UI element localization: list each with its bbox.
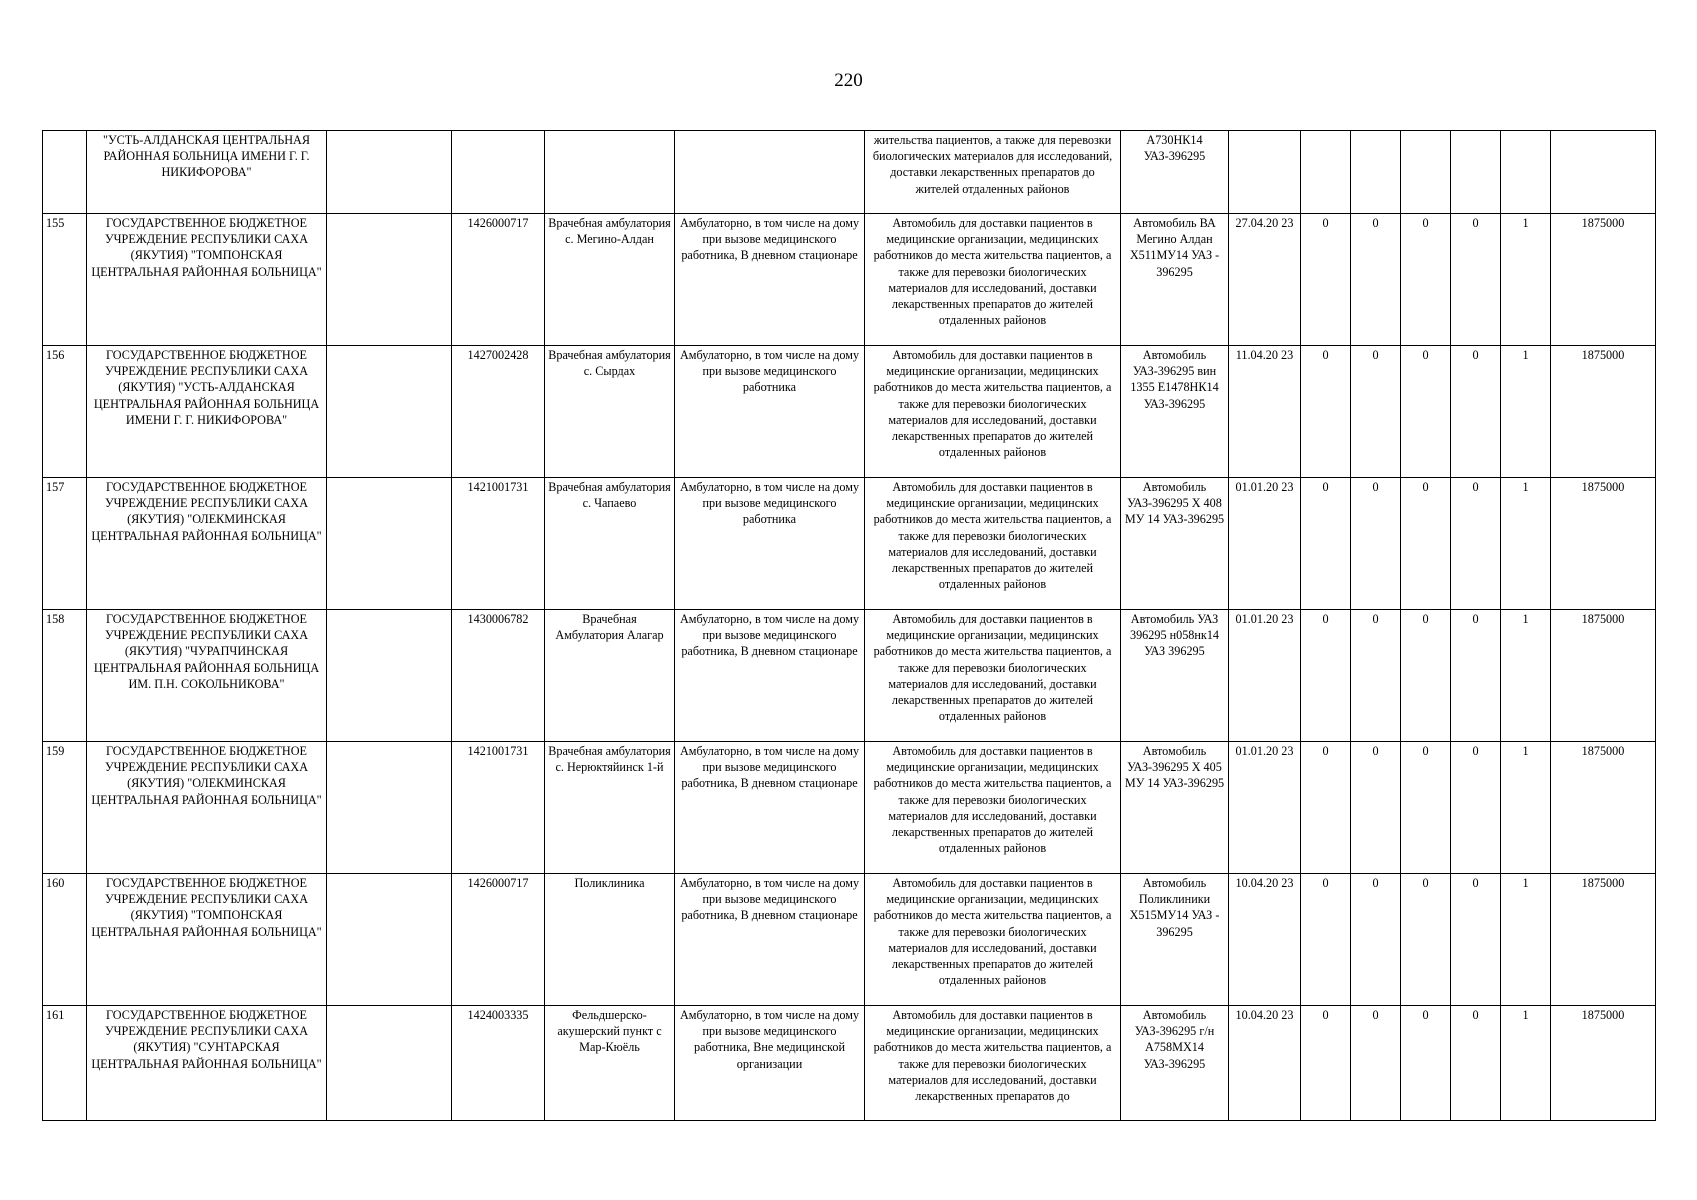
cell-purpose: Автомобиль для доставки пациентов в медицинские организации, медицинских работников до места жительства пациентов, а также для перевозки биологических материалов для исследований, доставки лекарственных препаратов до жителей отдаленных районов — [865, 478, 1121, 610]
cell-purpose: Автомобиль для доставки пациентов в медицинские организации, медицинских работников до места жительства пациентов, а также для перевозки биологических материалов для исследований, доставки лекарственных препаратов до жителей отдаленных районов — [865, 874, 1121, 1006]
table-row — [43, 1006, 1656, 1121]
cell-inn: 1430006782 — [452, 610, 545, 742]
cell-amount: 1875000 — [1551, 214, 1656, 346]
cell-date: 10.04.20 23 — [1229, 1006, 1301, 1121]
cell-date: 27.04.20 23 — [1229, 214, 1301, 346]
cell-inn — [452, 131, 545, 214]
cell-num: 158 — [43, 610, 87, 742]
cell-empty — [327, 874, 452, 1006]
cell-inn: 1426000717 — [452, 214, 545, 346]
cell-unit: Поликлиника — [545, 874, 675, 1006]
cell-amount: 1875000 — [1551, 742, 1656, 874]
cell-v1: 0 — [1301, 610, 1351, 742]
cell-conditions: Амбулаторно, в том числе на дому при вызове медицинского работника — [675, 346, 865, 478]
cell-empty — [327, 214, 452, 346]
cell-inn: 1421001731 — [452, 478, 545, 610]
cell-num: 155 — [43, 214, 87, 346]
cell-num: 159 — [43, 742, 87, 874]
cell-org: ГОСУДАРСТВЕННОЕ БЮДЖЕТНОЕ УЧРЕЖДЕНИЕ РЕСПУБЛИКИ САХА (ЯКУТИЯ) "ТОМПОНСКАЯ ЦЕНТРАЛЬНАЯ РАЙОННАЯ БОЛЬНИЦА" — [87, 214, 327, 346]
cell-conditions: Амбулаторно, в том числе на дому при вызове медицинского работника, В дневном стационаре — [675, 610, 865, 742]
cell-v4: 0 — [1451, 874, 1501, 1006]
cell-num — [43, 131, 87, 214]
cell-conditions: Амбулаторно, в том числе на дому при вызове медицинского работника, В дневном стационаре — [675, 874, 865, 1006]
table-row — [43, 214, 1656, 346]
cell-num: 160 — [43, 874, 87, 1006]
cell-org: ГОСУДАРСТВЕННОЕ БЮДЖЕТНОЕ УЧРЕЖДЕНИЕ РЕСПУБЛИКИ САХА (ЯКУТИЯ) "УСТЬ-АЛДАНСКАЯ ЦЕНТРАЛЬНАЯ РАЙОННАЯ БОЛЬНИЦА ИМЕНИ Г. Г. НИКИФОРОВА" — [87, 346, 327, 478]
cell-empty — [327, 742, 452, 874]
cell-v5 — [1501, 131, 1551, 214]
cell-vehicle: Автомобиль Поликлиники Х515МУ14 УАЗ - 396295 — [1121, 874, 1229, 1006]
cell-vehicle: Автомобиль УАЗ-396295 Х 408 МУ 14 УАЗ-396295 — [1121, 478, 1229, 610]
cell-v4: 0 — [1451, 346, 1501, 478]
cell-vehicle: Автомобиль ВА Мегино Алдан Х511МУ14 УАЗ - 396295 — [1121, 214, 1229, 346]
cell-v5: 1 — [1501, 1006, 1551, 1121]
cell-amount: 1875000 — [1551, 610, 1656, 742]
cell-amount: 1875000 — [1551, 478, 1656, 610]
cell-org: ГОСУДАРСТВЕННОЕ БЮДЖЕТНОЕ УЧРЕЖДЕНИЕ РЕСПУБЛИКИ САХА (ЯКУТИЯ) "ОЛЕКМИНСКАЯ ЦЕНТРАЛЬНАЯ РАЙОННАЯ БОЛЬНИЦА" — [87, 742, 327, 874]
cell-conditions — [675, 131, 865, 214]
cell-date: 01.01.20 23 — [1229, 742, 1301, 874]
cell-v2: 0 — [1351, 1006, 1401, 1121]
cell-v3: 0 — [1401, 214, 1451, 346]
cell-inn: 1424003335 — [452, 1006, 545, 1121]
cell-empty — [327, 346, 452, 478]
cell-purpose: жительства пациентов, а также для перевозки биологических материалов для исследований, доставки лекарственных препаратов до жителей отдаленных районов — [865, 131, 1121, 214]
cell-inn: 1426000717 — [452, 874, 545, 1006]
cell-num: 156 — [43, 346, 87, 478]
cell-vehicle: Автомобиль УАЗ-396295 Х 405 МУ 14 УАЗ-396295 — [1121, 742, 1229, 874]
cell-v3: 0 — [1401, 478, 1451, 610]
cell-v3: 0 — [1401, 1006, 1451, 1121]
cell-v1: 0 — [1301, 478, 1351, 610]
cell-v1: 0 — [1301, 214, 1351, 346]
cell-purpose: Автомобиль для доставки пациентов в медицинские организации, медицинских работников до места жительства пациентов, а также для перевозки биологических материалов для исследований, доставки лекарственных препаратов до жителей отдаленных районов — [865, 346, 1121, 478]
cell-v3: 0 — [1401, 874, 1451, 1006]
cell-unit: Врачебная амбулатория с. Нерюктяйинск 1-й — [545, 742, 675, 874]
cell-amount — [1551, 131, 1656, 214]
table-row-continued — [43, 131, 1656, 214]
cell-v1: 0 — [1301, 874, 1351, 1006]
cell-conditions: Амбулаторно, в том числе на дому при вызове медицинского работника, В дневном стационаре — [675, 742, 865, 874]
cell-amount: 1875000 — [1551, 346, 1656, 478]
table-row — [43, 874, 1656, 1006]
cell-v4: 0 — [1451, 478, 1501, 610]
cell-v2: 0 — [1351, 346, 1401, 478]
cell-date: 01.01.20 23 — [1229, 610, 1301, 742]
cell-v2: 0 — [1351, 214, 1401, 346]
cell-v1: 0 — [1301, 1006, 1351, 1121]
cell-empty — [327, 478, 452, 610]
cell-amount: 1875000 — [1551, 1006, 1656, 1121]
cell-org: ГОСУДАРСТВЕННОЕ БЮДЖЕТНОЕ УЧРЕЖДЕНИЕ РЕСПУБЛИКИ САХА (ЯКУТИЯ) "ТОМПОНСКАЯ ЦЕНТРАЛЬНАЯ РАЙОННАЯ БОЛЬНИЦА" — [87, 874, 327, 1006]
cell-vehicle: А730НК14 УАЗ-396295 — [1121, 131, 1229, 214]
cell-date — [1229, 131, 1301, 214]
cell-conditions: Амбулаторно, в том числе на дому при вызове медицинского работника — [675, 478, 865, 610]
cell-unit: Врачебная амбулатория с. Чапаево — [545, 478, 675, 610]
cell-purpose: Автомобиль для доставки пациентов в медицинские организации, медицинских работников до места жительства пациентов, а также для перевозки биологических материалов для исследований, доставки лекарственных препаратов до жителей отдаленных районов — [865, 742, 1121, 874]
cell-inn: 1427002428 — [452, 346, 545, 478]
cell-empty — [327, 1006, 452, 1121]
table-row — [43, 478, 1656, 610]
cell-v2: 0 — [1351, 874, 1401, 1006]
cell-num: 157 — [43, 478, 87, 610]
cell-unit — [545, 131, 675, 214]
cell-v1: 0 — [1301, 346, 1351, 478]
cell-v4: 0 — [1451, 1006, 1501, 1121]
cell-unit: Врачебная Амбулатория Алагар — [545, 610, 675, 742]
registry-table — [42, 130, 1656, 1121]
table-row — [43, 346, 1656, 478]
cell-unit: Врачебная амбулатория с. Мегино-Алдан — [545, 214, 675, 346]
cell-v4: 0 — [1451, 610, 1501, 742]
cell-date: 10.04.20 23 — [1229, 874, 1301, 1006]
cell-purpose: Автомобиль для доставки пациентов в медицинские организации, медицинских работников до места жительства пациентов, а также для перевозки биологических материалов для исследований, доставки лекарственных препаратов до — [865, 1006, 1121, 1121]
cell-unit: Фельдшерско-акушерский пункт с Мар-Кюёль — [545, 1006, 675, 1121]
cell-conditions: Амбулаторно, в том числе на дому при вызове медицинского работника, Вне медицинской организации — [675, 1006, 865, 1121]
cell-empty — [327, 131, 452, 214]
cell-date: 11.04.20 23 — [1229, 346, 1301, 478]
cell-org: ГОСУДАРСТВЕННОЕ БЮДЖЕТНОЕ УЧРЕЖДЕНИЕ РЕСПУБЛИКИ САХА (ЯКУТИЯ) "ЧУРАПЧИНСКАЯ ЦЕНТРАЛЬНАЯ РАЙОННАЯ БОЛЬНИЦА ИМ. П.Н. СОКОЛЬНИКОВА" — [87, 610, 327, 742]
cell-v2: 0 — [1351, 478, 1401, 610]
cell-amount: 1875000 — [1551, 874, 1656, 1006]
cell-empty — [327, 610, 452, 742]
cell-num: 161 — [43, 1006, 87, 1121]
cell-v5: 1 — [1501, 874, 1551, 1006]
cell-org: "УСТЬ-АЛДАНСКАЯ ЦЕНТРАЛЬНАЯ РАЙОННАЯ БОЛЬНИЦА ИМЕНИ Г. Г. НИКИФОРОВА" — [87, 131, 327, 214]
cell-conditions: Амбулаторно, в том числе на дому при вызове медицинского работника, В дневном стационаре — [675, 214, 865, 346]
cell-v3: 0 — [1401, 742, 1451, 874]
cell-vehicle: Автомобиль УАЗ-396295 вин 1355 Е1478НК14 УАЗ-396295 — [1121, 346, 1229, 478]
cell-v2: 0 — [1351, 742, 1401, 874]
cell-unit: Врачебная амбулатория с. Сырдах — [545, 346, 675, 478]
cell-org: ГОСУДАРСТВЕННОЕ БЮДЖЕТНОЕ УЧРЕЖДЕНИЕ РЕСПУБЛИКИ САХА (ЯКУТИЯ) "ОЛЕКМИНСКАЯ ЦЕНТРАЛЬНАЯ РАЙОННАЯ БОЛЬНИЦА" — [87, 478, 327, 610]
cell-v2 — [1351, 131, 1401, 214]
table-row — [43, 610, 1656, 742]
cell-v1: 0 — [1301, 742, 1351, 874]
cell-v5: 1 — [1501, 610, 1551, 742]
cell-v5: 1 — [1501, 214, 1551, 346]
cell-v5: 1 — [1501, 742, 1551, 874]
cell-date: 01.01.20 23 — [1229, 478, 1301, 610]
cell-v4 — [1451, 131, 1501, 214]
cell-v2: 0 — [1351, 610, 1401, 742]
cell-purpose: Автомобиль для доставки пациентов в медицинские организации, медицинских работников до места жительства пациентов, а также для перевозки биологических материалов для исследований, доставки лекарственных препаратов до жителей отдаленных районов — [865, 214, 1121, 346]
cell-v5: 1 — [1501, 346, 1551, 478]
page-number: 220 — [834, 70, 863, 91]
cell-v1 — [1301, 131, 1351, 214]
cell-v3 — [1401, 131, 1451, 214]
cell-vehicle: Автомобиль УАЗ 396295 н058нк14 УАЗ 396295 — [1121, 610, 1229, 742]
cell-v3: 0 — [1401, 346, 1451, 478]
cell-v4: 0 — [1451, 742, 1501, 874]
cell-purpose: Автомобиль для доставки пациентов в медицинские организации, медицинских работников до места жительства пациентов, а также для перевозки биологических материалов для исследований, доставки лекарственных препаратов до жителей отдаленных районов — [865, 610, 1121, 742]
cell-vehicle: Автомобиль УАЗ-396295 г/н А758МХ14 УАЗ-396295 — [1121, 1006, 1229, 1121]
table-row — [43, 742, 1656, 874]
cell-v5: 1 — [1501, 478, 1551, 610]
cell-org: ГОСУДАРСТВЕННОЕ БЮДЖЕТНОЕ УЧРЕЖДЕНИЕ РЕСПУБЛИКИ САХА (ЯКУТИЯ) "СУНТАРСКАЯ ЦЕНТРАЛЬНАЯ РАЙОННАЯ БОЛЬНИЦА" — [87, 1006, 327, 1121]
cell-v3: 0 — [1401, 610, 1451, 742]
cell-inn: 1421001731 — [452, 742, 545, 874]
cell-v4: 0 — [1451, 214, 1501, 346]
